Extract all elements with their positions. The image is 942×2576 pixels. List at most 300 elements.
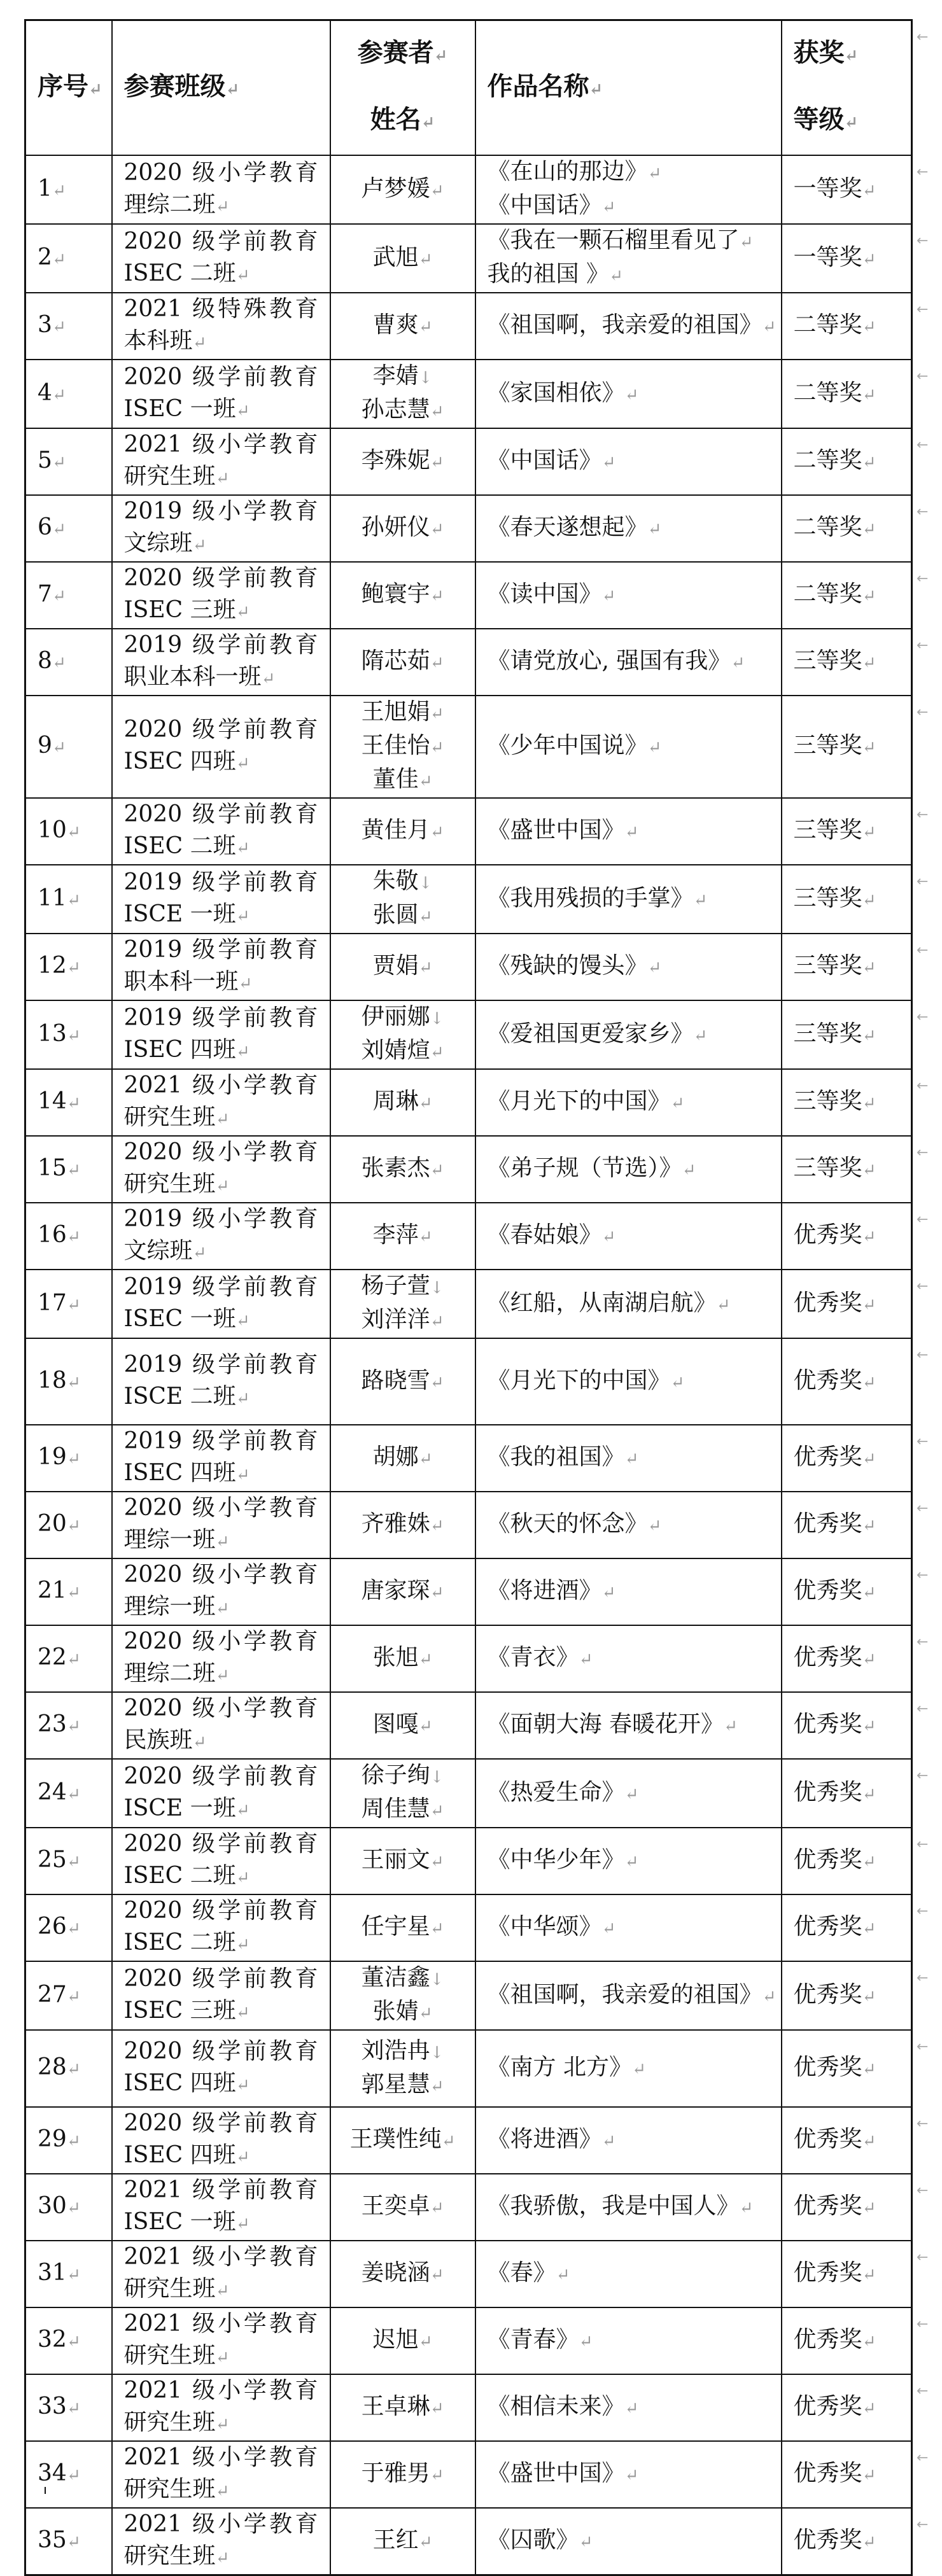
- participant-name: 董洁鑫 ↓: [331, 1962, 475, 1996]
- table-row: [25, 1270, 912, 1338]
- class-cell: [112, 562, 330, 629]
- class-line: 2019 级学前教育: [123, 1428, 318, 1454]
- work-title: 《中华少年》 ↵: [488, 1844, 781, 1878]
- work-title: 《将进酒》 ↵: [488, 1575, 781, 1609]
- award-cell: [782, 2441, 912, 2508]
- table-row: [25, 428, 912, 495]
- class-line: ISEC 一班 ↵: [124, 2206, 330, 2240]
- class-line: 民族班 ↵: [124, 1725, 330, 1758]
- class-cell: [112, 2174, 330, 2241]
- award-level: 三等奖 ↵: [794, 1021, 876, 1047]
- class-line: ISCE 一班 ↵: [124, 899, 330, 932]
- class-line: 职本科一班 ↵: [124, 966, 330, 1000]
- header-participant: [330, 20, 475, 156]
- participant-name: 姜晓涵 ↵: [331, 2257, 475, 2291]
- work-cell: [475, 2030, 782, 2107]
- participant-name: 隋芯茹 ↵: [331, 645, 475, 679]
- row-index: 11 ↵: [38, 885, 81, 911]
- class-line: ISEC 一班 ↵: [124, 393, 330, 427]
- index-cell: [25, 1270, 112, 1338]
- index-cell: [25, 2307, 112, 2374]
- participant-name: 张婧 ↵: [331, 1996, 475, 2029]
- class-line: 2019 级小学教育: [123, 1206, 318, 1232]
- row-index: 21 ↵: [38, 1578, 81, 1604]
- award-level: 三等奖 ↵: [794, 1088, 876, 1114]
- award-level: 三等奖 ↵: [794, 817, 876, 843]
- index-cell: [25, 865, 112, 934]
- end-of-row-mark-icon: ←: [917, 1970, 929, 1986]
- participant-name: 周琳 ↵: [331, 1086, 475, 1119]
- work-title: 《囚歌》 ↵: [488, 2524, 781, 2558]
- work-cell: [475, 2241, 782, 2307]
- class-cell: [112, 934, 330, 1000]
- table-row: [25, 2030, 912, 2107]
- table-row: [25, 865, 912, 934]
- award-cell: [782, 2374, 912, 2441]
- class-line: 2021 级小学教育: [123, 2377, 318, 2404]
- award-cell: [782, 1759, 912, 1828]
- class-cell: [112, 293, 330, 360]
- header-index: [25, 20, 112, 156]
- work-title: 《我的祖国》 ↵: [488, 1441, 781, 1475]
- table-row: [25, 495, 912, 562]
- award-cell: [782, 1338, 912, 1425]
- award-cell: [782, 629, 912, 696]
- participant-name: 李婧 ↓: [331, 360, 475, 394]
- row-index: 23 ↵: [38, 1711, 81, 1737]
- class-cell: [112, 1338, 330, 1425]
- class-line: 理综二班 ↵: [124, 1658, 330, 1691]
- index-cell: [25, 1625, 112, 1692]
- row-index: 27 ↵: [38, 1982, 81, 2008]
- award-level: 二等奖 ↵: [794, 312, 876, 338]
- class-line: 研究生班 ↵: [124, 2474, 330, 2507]
- class-line: ISEC 二班 ↵: [124, 258, 330, 291]
- participant-name: 周佳慧 ↵: [331, 1793, 475, 1827]
- end-of-row-mark-icon: ←: [917, 1009, 929, 1025]
- end-of-row-mark-icon: ←: [917, 1567, 929, 1583]
- class-line: 2020 级学前教育: [123, 1965, 318, 1992]
- award-level: 优秀奖 ↵: [794, 1914, 876, 1940]
- participant-name: 李殊妮 ↵: [331, 445, 475, 479]
- participant-cell: [330, 155, 475, 224]
- table-row: [25, 1203, 912, 1270]
- index-cell: [25, 798, 112, 865]
- class-line: 2020 级小学教育: [123, 1562, 318, 1588]
- award-level: 优秀奖 ↵: [794, 2260, 876, 2286]
- index-cell: [25, 155, 112, 224]
- class-line: 2020 级学前教育: [123, 801, 318, 827]
- index-cell: [25, 2241, 112, 2307]
- participant-cell: [330, 1203, 475, 1270]
- work-title: 《中华颂》 ↵: [488, 1911, 781, 1945]
- index-cell: [25, 2374, 112, 2441]
- participant-name: 王丽文 ↵: [331, 1844, 475, 1878]
- index-cell: [25, 1136, 112, 1203]
- index-cell: [25, 1425, 112, 1492]
- index-cell: [25, 2508, 112, 2575]
- class-line: 2020 级学前教育: [123, 1831, 318, 1857]
- work-title: 《家国相依》 ↵: [488, 377, 781, 411]
- table-row: [25, 562, 912, 629]
- row-index: 25 ↵: [38, 1847, 81, 1873]
- class-line: ISEC 三班 ↵: [124, 594, 330, 628]
- row-index: 29 ↵: [38, 2126, 81, 2152]
- table-row: [25, 1492, 912, 1558]
- table-row: [25, 696, 912, 798]
- award-level: 二等奖 ↵: [794, 514, 876, 540]
- class-cell: [112, 360, 330, 428]
- class-line: 研究生班 ↵: [124, 1102, 330, 1135]
- work-title: 《残缺的馒头》 ↵: [488, 950, 781, 984]
- participant-cell: [330, 1961, 475, 2030]
- work-cell: [475, 629, 782, 696]
- row-index: 3 ↵: [38, 312, 66, 338]
- class-cell: [112, 1492, 330, 1558]
- award-cell: [782, 1270, 912, 1338]
- index-cell: [25, 1203, 112, 1270]
- index-cell: [25, 2441, 112, 2508]
- work-title: 《春》 ↵: [488, 2257, 781, 2291]
- participant-cell: [330, 562, 475, 629]
- participant-name: 黄佳月 ↵: [331, 815, 475, 848]
- award-level: 优秀奖 ↵: [794, 2126, 876, 2152]
- award-cell: [782, 2030, 912, 2107]
- row-index: 17 ↵: [38, 1290, 81, 1316]
- table-row: [25, 2107, 912, 2174]
- award-level: 优秀奖 ↵: [794, 1982, 876, 2008]
- index-cell: [25, 1828, 112, 1894]
- award-cell: [782, 2174, 912, 2241]
- end-of-row-mark-icon: ←: [917, 504, 929, 520]
- class-line: 2020 级小学教育: [123, 1628, 318, 1655]
- award-cell: [782, 1000, 912, 1069]
- end-of-row-mark-icon: ←: [917, 302, 929, 318]
- index-cell: [25, 428, 112, 495]
- end-of-row-mark-icon: ←: [917, 29, 929, 45]
- class-cell: [112, 155, 330, 224]
- row-index: 7 ↵: [38, 581, 66, 607]
- award-cell: [782, 1492, 912, 1558]
- work-title: 《面朝大海 春暖花开》 ↵: [488, 1709, 781, 1742]
- class-line: ISCE 二班 ↵: [124, 1381, 330, 1415]
- work-cell: [475, 2174, 782, 2241]
- index-cell: [25, 1759, 112, 1828]
- row-index: 9 ↵: [38, 732, 66, 759]
- table-row: [25, 1692, 912, 1759]
- participant-name: 徐子绚 ↓: [331, 1760, 475, 1793]
- table-row: [25, 155, 912, 224]
- class-cell: [112, 1625, 330, 1692]
- row-index: 28 ↵: [38, 2054, 81, 2080]
- work-cell: [475, 1069, 782, 1136]
- award-level: 优秀奖 ↵: [794, 1511, 876, 1537]
- award-cell: [782, 293, 912, 360]
- award-cell: [782, 2307, 912, 2374]
- table-row: [25, 2508, 912, 2575]
- award-cell: [782, 1136, 912, 1203]
- class-cell: [112, 629, 330, 696]
- class-line: 2021 级小学教育: [123, 1072, 318, 1098]
- participant-name: 王卓琳 ↵: [331, 2391, 475, 2425]
- participant-name: 王红 ↵: [331, 2524, 475, 2558]
- class-line: 研究生班 ↵: [124, 2540, 330, 2574]
- participant-cell: [330, 293, 475, 360]
- class-line: 2019 级学前教育: [123, 1351, 318, 1378]
- end-of-row-mark-icon: ←: [917, 233, 929, 249]
- award-cell: [782, 2107, 912, 2174]
- end-of-row-mark-icon: ←: [917, 2517, 929, 2533]
- work-title: 《请党放心, 强国有我》 ↵: [488, 645, 781, 679]
- row-index: 34 ↵: [38, 2460, 81, 2486]
- participant-name: 于雅男 ↵: [331, 2458, 475, 2491]
- work-cell: [475, 1000, 782, 1069]
- index-cell: [25, 1961, 112, 2030]
- index-cell: [25, 1558, 112, 1625]
- class-line: 研究生班 ↵: [124, 1168, 330, 1202]
- work-title: 我的祖国 》 ↵: [488, 258, 781, 292]
- end-of-row-mark-icon: ←: [917, 2383, 929, 2399]
- class-line: 2020 级小学教育: [123, 159, 318, 186]
- table-row: [25, 1759, 912, 1828]
- end-of-row-mark-icon: ←: [917, 571, 929, 587]
- index-cell: [25, 562, 112, 629]
- work-title: 《盛世中国》 ↵: [488, 2458, 781, 2491]
- end-of-row-mark-icon: ←: [917, 2039, 929, 2055]
- work-title: 《我在一颗石榴里看见了 ↵: [488, 225, 781, 258]
- award-level: 三等奖 ↵: [794, 648, 876, 674]
- end-of-row-mark-icon: ←: [917, 1434, 929, 1450]
- award-level: 二等奖 ↵: [794, 447, 876, 473]
- work-cell: [475, 562, 782, 629]
- participant-name: 曹爽 ↵: [331, 309, 475, 343]
- table-row: [25, 2441, 912, 2508]
- class-cell: [112, 1558, 330, 1625]
- award-level: 优秀奖 ↵: [794, 1779, 876, 1805]
- class-line: ISEC 二班 ↵: [124, 1927, 330, 1961]
- class-cell: [112, 2030, 330, 2107]
- participant-name: 贾娟 ↵: [331, 950, 475, 984]
- class-cell: [112, 865, 330, 934]
- participant-name: 迟旭 ↵: [331, 2324, 475, 2358]
- work-title: 《月光下的中国》 ↵: [488, 1365, 781, 1399]
- participant-name: 郭星慧 ↵: [331, 2069, 475, 2103]
- end-of-row-mark-icon: ←: [917, 437, 929, 453]
- class-cell: [112, 2107, 330, 2174]
- work-title: 《弟子规（节选）》 ↵: [488, 1152, 781, 1186]
- class-cell: [112, 495, 330, 562]
- table-row: [25, 1558, 912, 1625]
- end-of-row-mark-icon: ←: [917, 1145, 929, 1161]
- index-cell: [25, 1000, 112, 1069]
- work-title: 《我用残损的手掌》 ↵: [488, 883, 781, 916]
- row-index: 30 ↵: [38, 2193, 81, 2219]
- class-line: ISEC 四班 ↵: [124, 1034, 330, 1068]
- participant-cell: [330, 2508, 475, 2575]
- class-line: ISEC 四班 ↵: [124, 2068, 330, 2101]
- row-index: 14 ↵: [38, 1088, 81, 1114]
- participant-name: 李萍 ↵: [331, 1219, 475, 1253]
- award-cell: [782, 2508, 912, 2575]
- participant-cell: [330, 1625, 475, 1692]
- participant-name: 王旭娟 ↵: [331, 696, 475, 730]
- award-cell: [782, 1894, 912, 1961]
- table-row: [25, 1894, 912, 1961]
- work-cell: [475, 1270, 782, 1338]
- award-level: 优秀奖 ↵: [794, 1847, 876, 1873]
- table-row: [25, 1961, 912, 2030]
- table-row: [25, 1625, 912, 1692]
- end-of-row-mark-icon: ←: [917, 704, 929, 720]
- class-line: 2020 级学前教育: [123, 2038, 318, 2064]
- award-level: 优秀奖 ↵: [794, 2193, 876, 2219]
- row-index: 16 ↵: [38, 1222, 81, 1248]
- class-line: 理综二班 ↵: [124, 189, 330, 223]
- award-cell: [782, 934, 912, 1000]
- index-cell: [25, 495, 112, 562]
- table-row: [25, 798, 912, 865]
- index-cell: [25, 1692, 112, 1759]
- end-of-row-mark-icon: ←: [917, 2250, 929, 2265]
- participant-cell: [330, 2241, 475, 2307]
- class-cell: [112, 1692, 330, 1759]
- participant-cell: [330, 1000, 475, 1069]
- index-cell: [25, 934, 112, 1000]
- class-line: 2020 级学前教育: [123, 2110, 318, 2136]
- participant-name: 伊丽娜 ↓: [331, 1001, 475, 1035]
- end-of-row-mark-icon: ←: [917, 164, 929, 180]
- class-line: 2020 级学前教育: [123, 717, 318, 743]
- award-cell: [782, 1203, 912, 1270]
- class-line: ISEC 一班 ↵: [124, 1303, 330, 1337]
- award-cell: [782, 562, 912, 629]
- index-cell: [25, 1492, 112, 1558]
- index-cell: [25, 293, 112, 360]
- class-cell: [112, 1069, 330, 1136]
- award-cell: [782, 495, 912, 562]
- work-cell: [475, 293, 782, 360]
- work-cell: [475, 1759, 782, 1828]
- work-cell: [475, 1338, 782, 1425]
- class-line: 研究生班 ↵: [124, 461, 330, 494]
- class-cell: [112, 1000, 330, 1069]
- work-cell: [475, 2307, 782, 2374]
- work-title: 《爱祖国更爱家乡》 ↵: [488, 1018, 781, 1052]
- row-index: 18 ↵: [38, 1368, 81, 1394]
- class-line: 2019 级学前教育: [123, 937, 318, 963]
- end-of-row-mark-icon: ←: [917, 638, 929, 654]
- header-participant-line2: 姓名 ↵: [331, 88, 475, 155]
- award-cell: [782, 1558, 912, 1625]
- participant-name: 张素杰 ↵: [331, 1152, 475, 1186]
- work-cell: [475, 1828, 782, 1894]
- award-level: 一等奖 ↵: [794, 176, 876, 202]
- award-level: 三等奖 ↵: [794, 885, 876, 911]
- participant-name: 张圆 ↵: [331, 899, 475, 933]
- class-cell: [112, 1828, 330, 1894]
- class-line: 理综一班 ↵: [124, 1591, 330, 1625]
- work-title: 《我骄傲，我是中国人》 ↵: [488, 2190, 781, 2224]
- participant-name: 王璞性纯 ↵: [331, 2124, 475, 2157]
- work-cell: [475, 155, 782, 224]
- participant-cell: [330, 865, 475, 934]
- participant-name: 孙志慧 ↵: [331, 394, 475, 428]
- class-line: 2020 级小学教育: [123, 1139, 318, 1165]
- work-cell: [475, 2374, 782, 2441]
- participant-cell: [330, 1492, 475, 1558]
- award-level: 优秀奖 ↵: [794, 1578, 876, 1604]
- work-title: 《南方 北方》 ↵: [488, 2052, 781, 2085]
- award-cell: [782, 2241, 912, 2307]
- work-cell: [475, 2441, 782, 2508]
- row-index: 6 ↵: [38, 514, 66, 540]
- end-of-row-mark-icon: ←: [917, 1212, 929, 1228]
- end-of-row-mark-icon: ←: [917, 1078, 929, 1094]
- end-of-row-mark-icon: ←: [917, 807, 929, 823]
- participant-name: 齐雅姝 ↵: [331, 1508, 475, 1542]
- work-cell: [475, 1558, 782, 1625]
- row-index: 1 ↵: [38, 176, 66, 202]
- class-line: ISEC 二班 ↵: [124, 1860, 330, 1894]
- award-level: 优秀奖 ↵: [794, 2327, 876, 2353]
- class-cell: [112, 2241, 330, 2307]
- class-line: 研究生班 ↵: [124, 2407, 330, 2440]
- award-level: 三等奖 ↵: [794, 1155, 876, 1181]
- award-cell: [782, 1961, 912, 2030]
- class-line: 2020 级小学教育: [123, 1495, 318, 1521]
- end-of-row-mark-icon: ←: [917, 1501, 929, 1516]
- award-cell: [782, 1692, 912, 1759]
- class-line: 2021 级小学教育: [123, 2311, 318, 2337]
- award-level: 优秀奖 ↵: [794, 2460, 876, 2486]
- participant-name: 唐家琛 ↵: [331, 1575, 475, 1609]
- work-title: 《将进酒》 ↵: [488, 2124, 781, 2157]
- end-of-row-mark-icon: ←: [917, 2316, 929, 2332]
- row-index: 22 ↵: [38, 1644, 81, 1670]
- work-cell: [475, 798, 782, 865]
- table-row: [25, 934, 912, 1000]
- header-award-line1: 获奖 ↵: [794, 21, 911, 88]
- text-cursor: [45, 2487, 46, 2494]
- award-cell: [782, 224, 912, 293]
- award-level: 优秀奖 ↵: [794, 1444, 876, 1470]
- class-cell: [112, 2508, 330, 2575]
- class-line: 2019 级学前教育: [123, 1273, 318, 1300]
- class-line: 文综班 ↵: [124, 1235, 330, 1269]
- class-line: 2019 级学前教育: [123, 869, 318, 895]
- work-title: 《祖国啊，我亲爱的祖国》 ↵: [488, 1979, 781, 2013]
- class-line: ISEC 二班 ↵: [124, 830, 330, 864]
- table-row: [25, 1136, 912, 1203]
- participant-name: 孙妍仪 ↵: [331, 512, 475, 545]
- index-cell: [25, 629, 112, 696]
- work-title: 《相信未来》 ↵: [488, 2391, 781, 2425]
- award-level: 优秀奖 ↵: [794, 2393, 876, 2419]
- table-row: [25, 360, 912, 428]
- award-level: 三等奖 ↵: [794, 732, 876, 759]
- row-index: 35 ↵: [38, 2527, 81, 2553]
- class-cell: [112, 1961, 330, 2030]
- award-level: 优秀奖 ↵: [794, 1368, 876, 1394]
- award-level: 优秀奖 ↵: [794, 2054, 876, 2080]
- row-index: 13 ↵: [38, 1021, 81, 1047]
- award-level: 优秀奖 ↵: [794, 1222, 876, 1248]
- work-cell: [475, 224, 782, 293]
- table-row: [25, 629, 912, 696]
- class-cell: [112, 1894, 330, 1961]
- award-cell: [782, 155, 912, 224]
- participant-cell: [330, 1894, 475, 1961]
